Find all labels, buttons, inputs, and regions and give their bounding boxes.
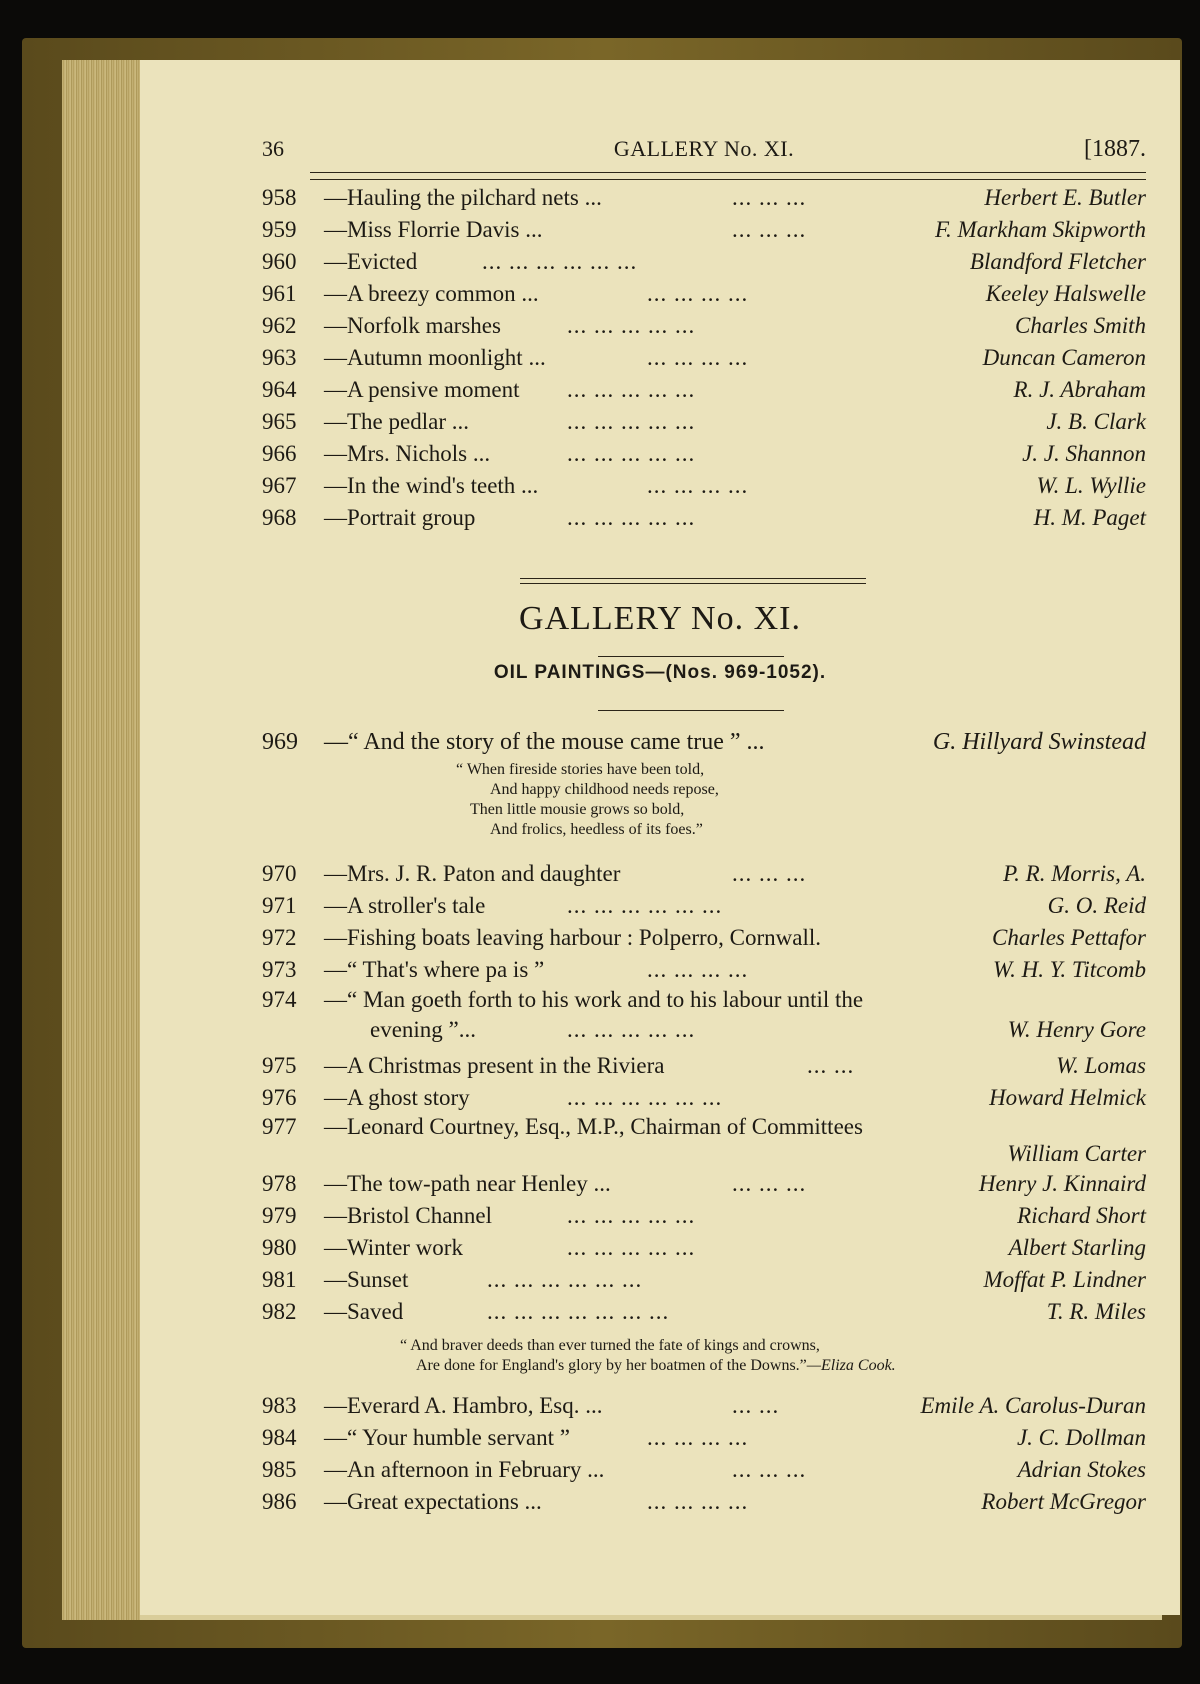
entry-number: 986 [262,1489,297,1514]
entry-number: 965 [262,409,297,434]
leader-dots: ... ... ... ... ... [567,313,696,338]
entry-title: —Great expectations ... [324,1489,542,1514]
entry-artist: W. Henry Gore [1007,1017,1146,1042]
entry-continuation [262,1014,1146,1046]
section-divider [520,578,866,584]
entry-title: —Mrs. Nichols ... [324,441,491,466]
entry-artist: H. M. Paget [1033,505,1146,530]
entry-artist: G. Hillyard Swinstead [932,729,1146,755]
entry-title: —“ Your humble servant ” [324,1425,570,1450]
entry-title: —The tow-path near Henley ... [324,1171,611,1196]
leader-dots: ... ... ... ... ... [567,441,696,466]
entry-artist: W. H. Y. Titcomb [993,957,1146,982]
entry-artist: Charles Pettafor [992,925,1146,950]
catalogue-entry [262,1200,1146,1232]
entry-artist: P. R. Morris, A. [1003,861,1146,886]
quote-line [416,1356,896,1376]
entry-title: —Bristol Channel [324,1203,493,1228]
catalogue-entry [262,1390,1146,1422]
catalogue-entry [262,1296,1146,1328]
entry-number: 961 [262,281,297,306]
entry-artist: J. J. Shannon [1022,441,1146,466]
entry-number: 964 [262,377,297,402]
entry-number: 976 [262,1085,297,1110]
entry-title: —A ghost story [324,1085,470,1110]
leader-dots: ... ... ... ... ... ... [482,249,638,274]
header-year: [1887. [1084,136,1146,162]
entry-artist: Blandford Fletcher [969,249,1146,274]
leader-dots: ... ... ... ... [647,281,749,306]
poem-line: Then little mousie grows so bold, [470,801,685,818]
leader-dots: ... ... ... [732,861,807,886]
leader-dots: ... ... ... ... [647,1489,749,1514]
entry-title: —Miss Florrie Davis ... [324,217,543,242]
catalogue-entry [262,986,1146,1014]
poem-line: And frolics, heedless of its foes.” [490,821,703,838]
catalogue-entry [262,1114,1146,1140]
entry-number: 977 [262,1114,297,1139]
page-number: 36 [262,136,284,161]
entry-artist: Moffat P. Lindner [983,1267,1146,1292]
heading-rule [598,710,784,711]
entry-number: 983 [262,1393,297,1418]
running-title: GALLERY No. XI. [613,136,795,161]
poem-line: And happy childhood needs repose, [490,781,719,798]
entry-artist: T. R. Miles [1046,1299,1146,1324]
leader-dots: ... ... ... [732,1457,807,1482]
catalogue-entry [262,1168,1146,1200]
catalogue-entry [262,890,1146,922]
heading-rule [598,656,784,657]
entry-list-978 [262,1168,1146,1328]
entry-977 [262,1114,1146,1168]
leader-dots: ... ... ... ... ... [567,1203,696,1228]
entry-title: —A Christmas present in the Riviera [324,1053,665,1078]
quote-line: “ And braver deeds than ever turned the fate of kings and crowns, [400,1337,820,1354]
quote-text: Are done for England's glory by her boatmen of the Downs.” [416,1357,807,1374]
catalogue-entry [262,310,1146,342]
leader-dots: ... ... ... [732,217,807,242]
entry-number: 973 [262,957,297,982]
catalogue-entry [262,954,1146,986]
entry-artist: William Carter [1007,1141,1146,1166]
leader-dots: ... ... ... ... ... [567,377,696,402]
entry-number: 970 [262,861,297,886]
catalogue-entry [262,470,1146,502]
catalogue-entry [262,246,1146,278]
catalogue-entry [262,1082,1146,1114]
entry-artist: G. O. Reid [1047,893,1146,918]
entry-number: 982 [262,1299,297,1324]
entry-title: —Saved [324,1299,404,1324]
catalogue-entry [262,278,1146,310]
leader-dots: ... ... ... ... ... [567,505,696,530]
entry-continuation [262,1140,1146,1168]
catalogue-entry [262,1050,1146,1082]
entry-artist: Keeley Halswelle [985,281,1146,306]
entry-title: —In the wind's teeth ... [324,473,539,498]
entry-title: —Evicted [324,249,418,274]
entry-number: 978 [262,1171,297,1196]
entry-number: 960 [262,249,297,274]
entry-list-975 [262,1050,1146,1114]
catalogue-entry [262,342,1146,374]
entry-artist: Herbert E. Butler [984,185,1146,210]
poem-line: “ When fireside stories have been told, [456,761,705,778]
catalogue-entry [262,374,1146,406]
entry-title: —An afternoon in February ... [324,1457,605,1482]
leader-dots: ... ... ... ... ... ... [567,1085,723,1110]
entry-title: —“ And the story of the mouse came true ” ... [324,729,765,755]
entry-artist: Adrian Stokes [1017,1457,1146,1482]
entry-artist: Howard Helmick [989,1085,1146,1110]
leader-dots: ... ... [732,1393,780,1418]
entry-title: —“ Man goeth forth to his work and to his labour until the [324,987,864,1012]
entry-title: —A breezy common ... [324,281,539,306]
entry-title: —Hauling the pilchard nets ... [324,185,602,210]
entry-artist: Richard Short [1017,1203,1146,1228]
entry-artist: J. C. Dollman [1016,1425,1146,1450]
page-edges [62,60,140,1620]
entry-artist: Emile A. Carolus-Duran [920,1393,1146,1418]
catalogue-entry [262,1454,1146,1486]
leader-dots: ... ... ... ... ... ... ... [487,1299,670,1324]
catalogue-entry [262,1232,1146,1264]
entry-number: 980 [262,1235,297,1260]
entry-974 [262,986,1146,1046]
entry-title: —“ That's where pa is ” [324,957,545,982]
catalogue-entry [262,182,1146,214]
entry-number: 985 [262,1457,297,1482]
entry-number: 972 [262,925,297,950]
catalogue-entry [262,922,1146,954]
running-header [262,136,1146,170]
header-rule [310,172,1146,180]
entry-artist: J. B. Clark [1046,409,1146,434]
entry-number: 984 [262,1425,297,1450]
leader-dots: ... ... [807,1053,855,1078]
entry-artist: Charles Smith [1015,313,1146,338]
leader-dots: ... ... ... ... [647,957,749,982]
entry-title-continued: evening ”... [370,1017,477,1042]
entry-number: 974 [262,987,297,1012]
entry-title: —A stroller's tale [324,893,486,918]
entry-artist: R. J. Abraham [1013,377,1146,402]
entry-artist: W. Lomas [1056,1053,1146,1078]
entry-number: 963 [262,345,297,370]
entry-number: 969 [262,729,298,755]
leader-dots: ... ... ... [732,1171,807,1196]
entry-number: 979 [262,1203,297,1228]
leader-dots: ... ... ... ... ... ... [567,893,723,918]
entry-artist: Robert McGregor [981,1489,1146,1514]
catalogue-entry [262,502,1146,534]
catalogue-entry [262,726,1146,758]
leader-dots: ... ... ... ... [647,345,749,370]
entry-number: 962 [262,313,297,338]
catalogue-entry [262,214,1146,246]
section-heading: OIL PAINTINGS—(Nos. 969-1052). [493,662,827,683]
entry-title: —Portrait group [324,505,476,530]
leader-dots: ... ... ... ... ... [567,409,696,434]
entry-artist: Duncan Cameron [982,345,1146,370]
catalogue-entry [262,1422,1146,1454]
leader-dots: ... ... ... ... [647,1425,749,1450]
catalogue-entry [262,858,1146,890]
entry-list-bottom [262,1390,1146,1518]
catalogue-entry [262,1264,1146,1296]
catalogue-entry [262,438,1146,470]
entry-title: —Leonard Courtney, Esq., M.P., Chairman of Committees [324,1114,863,1139]
entry-list-top [262,182,1146,534]
entry-title: —Norfolk marshes [324,313,501,338]
entry-artist: W. L. Wyllie [1036,473,1146,498]
entry-number: 958 [262,185,297,210]
leader-dots: ... ... ... [732,185,807,210]
quote-attribution: —Eliza Cook. [806,1357,896,1374]
entry-number: 967 [262,473,297,498]
leader-dots: ... ... ... ... [647,473,749,498]
entry-title: —Autumn moonlight ... [324,345,546,370]
entry-number: 981 [262,1267,297,1292]
entry-number: 975 [262,1053,297,1078]
entry-title: —A pensive moment [324,377,520,402]
entry-title: —Fishing boats leaving harbour : Polperro, Cornwall. [324,925,821,950]
entry-title: —Everard A. Hambro, Esq. ... [324,1393,603,1418]
entry-artist: Henry J. Kinnaird [978,1171,1146,1196]
entry-title: —The pedlar ... [324,409,469,434]
entry-number: 968 [262,505,297,530]
entry-artist: F. Markham Skipworth [934,217,1146,242]
catalogue-page [140,60,1180,1615]
entry-number: 971 [262,893,297,918]
entry-artist: Albert Starling [1008,1235,1146,1260]
entry-number: 966 [262,441,297,466]
gallery-heading: GALLERY No. XI. [519,600,801,637]
entry-title: —Sunset [324,1267,409,1292]
entry-969 [262,726,1146,758]
catalogue-entry [262,1486,1146,1518]
entry-title: —Mrs. J. R. Paton and daughter [324,861,621,886]
leader-dots: ... ... ... ... ... [567,1235,696,1260]
entry-number: 959 [262,217,297,242]
entry-list-middle [262,858,1146,986]
catalogue-entry [262,406,1146,438]
entry-title: —Winter work [324,1235,463,1260]
leader-dots: ... ... ... ... ... ... [487,1267,643,1292]
leader-dots: ... ... ... ... ... [567,1017,696,1042]
